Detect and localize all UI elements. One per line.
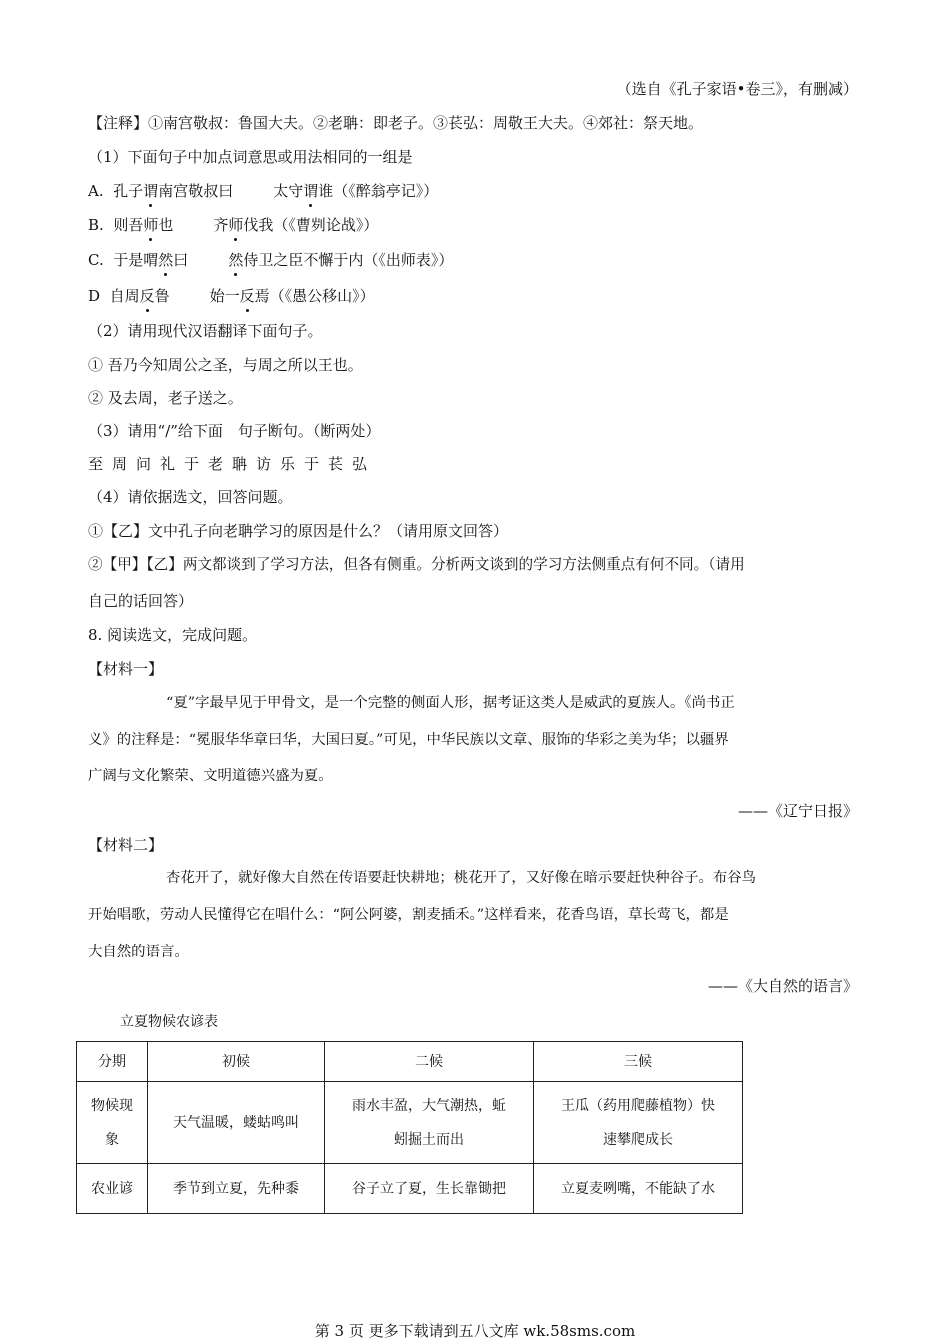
- table-header: 二候: [325, 1042, 534, 1082]
- dotted-word: 师: [228, 216, 244, 234]
- question-4-item-2-cont: 自己的话回答）: [88, 592, 194, 610]
- material-2-line-3: 大自然的语言。: [88, 944, 189, 960]
- question-2-stem: （2）请用现代汉语翻译下面句子。: [88, 322, 323, 340]
- material-2-title: 【材料二】: [88, 836, 164, 854]
- dotted-word: 师: [143, 216, 159, 234]
- question-4-item-1: ①【乙】文中孔子向老聃学习的原因是什么？（请用原文回答）: [88, 522, 509, 540]
- source-citation: （选自《孔子家语•卷三》，有删减）: [616, 80, 858, 98]
- dotted-word: 然: [228, 251, 244, 269]
- phenology-table: [76, 1041, 743, 1214]
- page-footer: 第 3 页 更多下载请到五八文库 wk.58sms.com: [314, 1322, 636, 1340]
- table-cell: 立夏麦咧嘴，不能缺了水: [534, 1164, 743, 1214]
- material-1-line-2: 义》的注释是：“冕服华华章曰华，大国曰夏。”可见，中华民族以文章、服饰的华彩之美为华；以疆界: [88, 732, 729, 748]
- question-3-sentence: 至周问礼于老聃访乐于苌弘: [88, 455, 377, 473]
- table-cell: 天气温暖，蝼蛄鸣叫: [148, 1082, 325, 1164]
- table-cell: 王瓜（药用爬藤植物）快 速攀爬成长: [534, 1082, 743, 1164]
- dotted-word: 谓: [303, 182, 319, 200]
- material-2-line-1: 杏花开了，就好像大自然在传语要赶快耕地；桃花开了，又好像在暗示要赶快种谷子。布谷鸟: [166, 870, 757, 886]
- material-1-source: ——《辽宁日报》: [737, 802, 858, 820]
- row-label: 物候现象: [77, 1082, 148, 1164]
- material-1-title: 【材料一】: [88, 660, 164, 678]
- table-cell: 季节到立夏，先种黍: [148, 1164, 325, 1214]
- dotted-word: 反: [239, 287, 255, 305]
- annotation-note: 【注释】①南宫敬叔：鲁国大夫。②老聃：即老子。③苌弘：周敬王大夫。④郊社：祭天地。: [88, 114, 704, 132]
- table-cell: 雨水丰盈，大气潮热，蚯 蚓掘土而出: [325, 1082, 534, 1164]
- table-title: 立夏物候农谚表: [120, 1014, 218, 1030]
- dotted-word: 谓: [143, 182, 159, 200]
- option-a: A. 孔子谓南宫敬叔曰 太守谓谁（《醉翁亭记》）: [88, 182, 439, 200]
- dotted-word: 反: [139, 287, 155, 305]
- option-c: C. 于是喟然曰 然侍卫之臣不懈于内（《出师表》）: [88, 251, 454, 269]
- question-4-item-2: ②【甲】【乙】两文都谈到了学习方法，但各有侧重。分析两文谈到的学习方法侧重点有何不同。（请用: [88, 556, 745, 573]
- table-header: 初候: [148, 1042, 325, 1082]
- question-2-sentence-2: ② 及去周，老子送之。: [88, 389, 243, 407]
- question-3-stem: （3）请用“/”给下面 句子断句。（断两处）: [88, 422, 381, 440]
- option-b: B. 则吾师也 齐师伐我（《曹刿论战》）: [88, 216, 379, 234]
- table-header: 分期: [77, 1042, 148, 1082]
- question-8-stem: 8. 阅读选文，完成问题。: [88, 626, 258, 644]
- question-4-stem: （4）请依据选文，回答问题。: [88, 488, 293, 506]
- material-2-line-2: 开始唱歌，劳动人民懂得它在唱什么：“阿公阿婆，割麦插禾。”这样看来，花香鸟语，草长莺飞，都是: [88, 907, 729, 923]
- material-1-line-3: 广阔与文化繁荣、文明道德兴盛为夏。: [88, 768, 333, 784]
- question-2-sentence-1: ① 吾乃今知周公之圣，与周之所以王也。: [88, 356, 363, 374]
- table-header: 三候: [534, 1042, 743, 1082]
- dotted-word: 然: [158, 251, 174, 269]
- question-1-stem: （1）下面句子中加点词意思或用法相同的一组是: [88, 148, 413, 166]
- material-2-source: ——《大自然的语言》: [707, 977, 858, 995]
- option-d: D 自周反鲁 始一反焉（《愚公移山》）: [88, 287, 375, 305]
- table-cell: 谷子立了夏，生长靠锄把: [325, 1164, 534, 1214]
- material-1-line-1: “夏”字最早见于甲骨文，是一个完整的侧面人形，据考证这类人是威武的夏族人。《尚书正: [166, 695, 735, 711]
- row-label: 农业谚: [77, 1164, 148, 1214]
